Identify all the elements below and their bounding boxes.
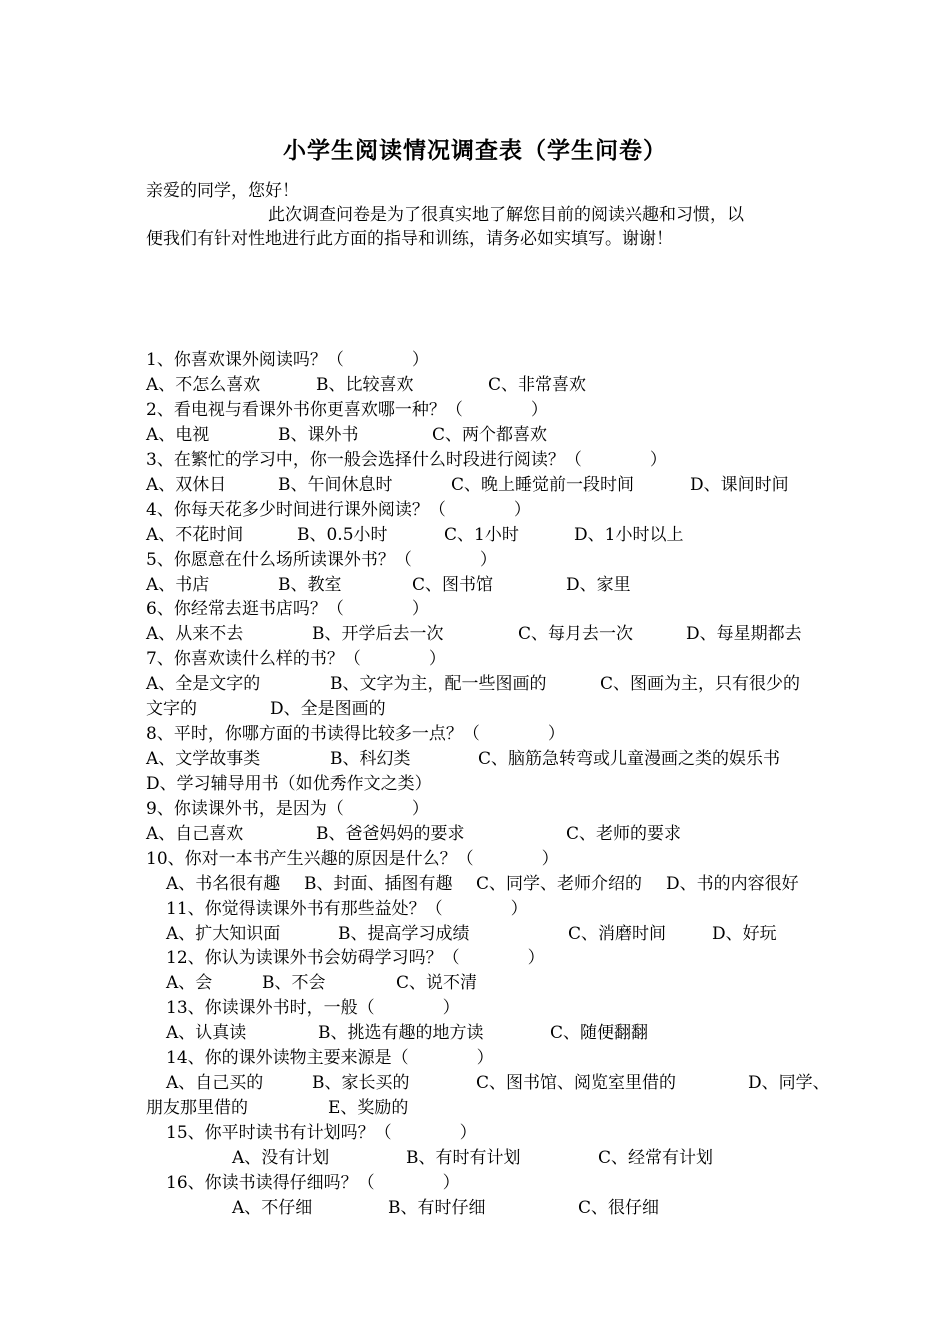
option-12b: B、不会 bbox=[262, 973, 326, 993]
option-6a: A、从来不去 bbox=[146, 624, 244, 644]
question-10: 10、你对一本书产生兴趣的原因是什么？（ ） bbox=[146, 849, 559, 869]
option-1c: C、非常喜欢 bbox=[488, 375, 587, 395]
option-9b: B、爸爸妈妈的要求 bbox=[316, 824, 465, 844]
option-4b: B、0.5小时 bbox=[297, 525, 388, 545]
option-7c-cont: 文字的 bbox=[146, 699, 197, 719]
option-3b: B、午间休息时 bbox=[278, 475, 393, 495]
question-6: 6、你经常去逛书店吗？（ ） bbox=[146, 599, 429, 619]
option-11b: B、提高学习成绩 bbox=[338, 924, 470, 944]
option-2a: A、电视 bbox=[146, 425, 210, 445]
option-4a: A、不花时间 bbox=[146, 525, 244, 545]
option-2c: C、两个都喜欢 bbox=[432, 425, 548, 445]
option-5a: A、书店 bbox=[146, 575, 210, 595]
option-8a: A、文学故事类 bbox=[146, 749, 261, 769]
option-2b: B、课外书 bbox=[278, 425, 359, 445]
intro-line-1: 此次调查问卷是为了很真实地了解您目前的阅读兴趣和习惯，以 bbox=[268, 205, 744, 225]
question-13: 13、你读课外书时，一般（ ） bbox=[166, 998, 460, 1018]
option-4c: C、1小时 bbox=[444, 525, 519, 545]
option-8d: D、学习辅导用书（如优秀作文之类） bbox=[146, 774, 432, 794]
option-9c: C、老师的要求 bbox=[566, 824, 682, 844]
option-8c: C、脑筋急转弯或儿童漫画之类的娱乐书 bbox=[478, 749, 781, 769]
option-5d: D、家里 bbox=[566, 575, 631, 595]
question-5: 5、你愿意在什么场所读课外书？（ ） bbox=[146, 550, 497, 570]
question-4: 4、你每天花多少时间进行课外阅读？（ ） bbox=[146, 500, 531, 520]
option-13a: A、认真读 bbox=[166, 1023, 247, 1043]
question-9: 9、你读课外书，是因为（ ） bbox=[146, 799, 429, 819]
question-12: 12、你认为读课外书会妨碍学习吗？（ ） bbox=[166, 948, 545, 968]
option-6b: B、开学后去一次 bbox=[312, 624, 444, 644]
option-15c: C、经常有计划 bbox=[598, 1148, 714, 1168]
option-14d: D、同学、 bbox=[748, 1073, 830, 1093]
option-7b: B、文字为主，配一些图画的 bbox=[330, 674, 547, 694]
option-14c: C、图书馆、阅览室里借的 bbox=[476, 1073, 677, 1093]
intro-line-2: 便我们有针对性地进行此方面的指导和训练，请务必如实填写。谢谢！ bbox=[146, 229, 673, 249]
option-5c: C、图书馆 bbox=[412, 575, 494, 595]
question-16: 16、你读书读得仔细吗？（ ） bbox=[166, 1173, 460, 1193]
question-3: 3、在繁忙的学习中，你一般会选择什么时段进行阅读？（ ） bbox=[146, 450, 667, 470]
page-title: 小学生阅读情况调查表（学生问卷） bbox=[283, 137, 667, 164]
option-16b: B、有时仔细 bbox=[388, 1198, 486, 1218]
option-4d: D、1小时以上 bbox=[574, 525, 684, 545]
option-16c: C、很仔细 bbox=[578, 1198, 660, 1218]
greeting: 亲爱的同学，您好！ bbox=[146, 181, 299, 201]
option-7a: A、全是文字的 bbox=[146, 674, 261, 694]
option-14a: A、自己买的 bbox=[166, 1073, 264, 1093]
question-15: 15、你平时读书有计划吗？（ ） bbox=[166, 1123, 477, 1143]
option-1b: B、比较喜欢 bbox=[316, 375, 414, 395]
option-6c: C、每月去一次 bbox=[518, 624, 634, 644]
question-11: 11、你觉得读课外书有那些益处？（ ） bbox=[166, 899, 528, 919]
option-11c: C、消磨时间 bbox=[568, 924, 667, 944]
option-10c: C、同学、老师介绍的 bbox=[476, 874, 643, 894]
option-10d: D、书的内容很好 bbox=[666, 874, 799, 894]
option-10a: A、书名很有趣 bbox=[166, 874, 281, 894]
question-2: 2、看电视与看课外书你更喜欢哪一种？（ ） bbox=[146, 400, 548, 420]
option-10b: B、封面、插图有趣 bbox=[304, 874, 453, 894]
option-1a: A、不怎么喜欢 bbox=[146, 375, 261, 395]
option-15a: A、没有计划 bbox=[232, 1148, 330, 1168]
option-3d: D、课间时间 bbox=[690, 475, 789, 495]
option-12a: A、会 bbox=[166, 973, 213, 993]
option-14d-cont: 朋友那里借的 bbox=[146, 1098, 248, 1118]
option-6d: D、每星期都去 bbox=[686, 624, 802, 644]
option-13c: C、随便翻翻 bbox=[550, 1023, 649, 1043]
option-13b: B、挑选有趣的地方读 bbox=[318, 1023, 484, 1043]
option-15b: B、有时有计划 bbox=[406, 1148, 521, 1168]
option-3a: A、双休日 bbox=[146, 475, 227, 495]
option-9a: A、自己喜欢 bbox=[146, 824, 244, 844]
question-14: 14、你的课外读物主要来源是（ ） bbox=[166, 1048, 494, 1068]
option-14b: B、家长买的 bbox=[312, 1073, 410, 1093]
option-5b: B、教室 bbox=[278, 575, 342, 595]
question-8: 8、平时，你哪方面的书读得比较多一点？（ ） bbox=[146, 724, 565, 744]
question-7: 7、你喜欢读什么样的书？（ ） bbox=[146, 649, 446, 669]
option-7c: C、图画为主，只有很少的 bbox=[600, 674, 801, 694]
question-1: 1、你喜欢课外阅读吗？（ ） bbox=[146, 350, 429, 370]
option-16a: A、不仔细 bbox=[232, 1198, 313, 1218]
option-11d: D、好玩 bbox=[712, 924, 777, 944]
option-7d: D、全是图画的 bbox=[270, 699, 386, 719]
option-11a: A、扩大知识面 bbox=[166, 924, 281, 944]
option-12c: C、说不清 bbox=[396, 973, 478, 993]
option-3c: C、晚上睡觉前一段时间 bbox=[451, 475, 635, 495]
option-14e: E、奖励的 bbox=[328, 1098, 409, 1118]
option-8b: B、科幻类 bbox=[330, 749, 411, 769]
